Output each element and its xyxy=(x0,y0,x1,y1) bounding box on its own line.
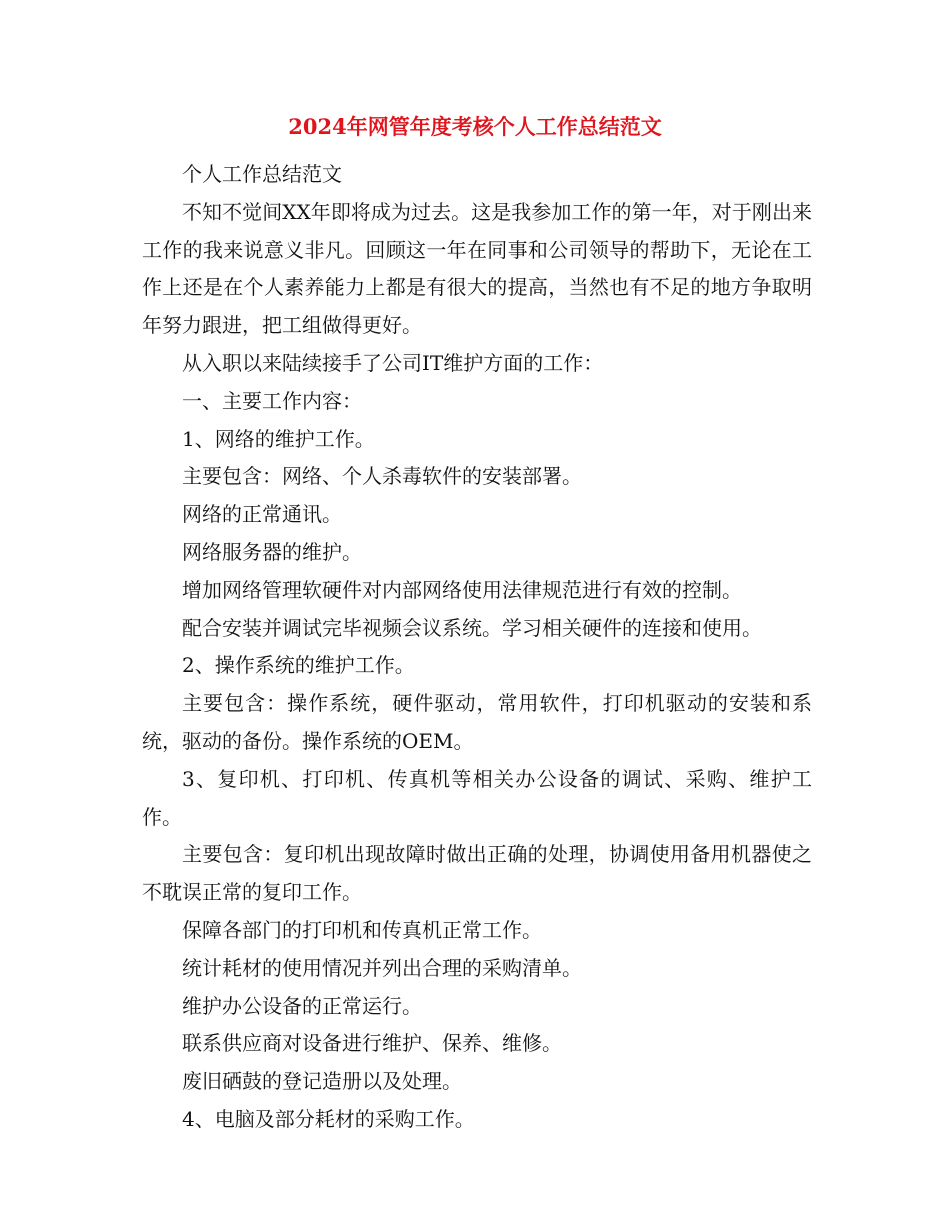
paragraph: 不知不觉间XX年即将成为过去。这是我参加工作的第一年，对于刚出来工作的我来说意义非凡。回顾这一年在同事和公司领导的帮助下，无论在工作上还是在个人素养能力上都是有很大的提高，当然也有不足的地方争取明年努力跟进，把工组做得更好。 xyxy=(142,199,812,338)
paragraph: 个人工作总结范文 xyxy=(182,162,342,186)
paragraph: 从入职以来陆续接手了公司IT维护方面的工作： xyxy=(182,350,604,375)
list-item-heading: 3、复印机、打印机、传真机等相关办公设备的调试、采购、维护工作。 xyxy=(142,766,812,829)
list-item-heading: 1、网络的维护工作。 xyxy=(182,426,375,451)
paragraph: 废旧硒鼓的登记造册以及处理。 xyxy=(182,1069,462,1094)
paragraph: 联系供应商对设备进行维护、保养、维修。 xyxy=(182,1031,562,1056)
paragraph: 配合安装并调试完毕视频会议系统。学习相关硬件的连接和使用。 xyxy=(182,615,762,640)
paragraph: 主要包含：复印机出现故障时做出正确的处理，协调使用备用机器使之不耽误正常的复印工作。 xyxy=(142,842,812,905)
paragraph: 网络服务器的维护。 xyxy=(182,539,362,564)
paragraph: 保障各部门的打印机和传真机正常工作。 xyxy=(182,917,542,942)
paragraph: 统计耗材的使用情况并列出合理的采购清单。 xyxy=(182,955,582,980)
paragraph: 主要包含：操作系统，硬件驱动，常用软件，打印机驱动的安装和系统，驱动的备份。操作系统的OEM。 xyxy=(142,691,812,753)
document-body xyxy=(142,156,812,1139)
section-heading: 一、主要工作内容： xyxy=(182,388,362,413)
paragraph: 增加网络管理软硬件对内部网络使用法律规范进行有效的控制。 xyxy=(182,577,742,602)
list-item-heading: 4、电脑及部分耗材的采购工作。 xyxy=(182,1106,475,1131)
paragraph: 网络的正常通讯。 xyxy=(182,502,342,527)
paragraph: 主要包含：网络、个人杀毒软件的安装部署。 xyxy=(182,464,582,489)
paragraph: 维护办公设备的正常运行。 xyxy=(182,993,422,1018)
list-item-heading: 2、操作系统的维护工作。 xyxy=(182,653,415,678)
document-title: 2024年网管年度考核个人工作总结范文 xyxy=(288,114,662,139)
